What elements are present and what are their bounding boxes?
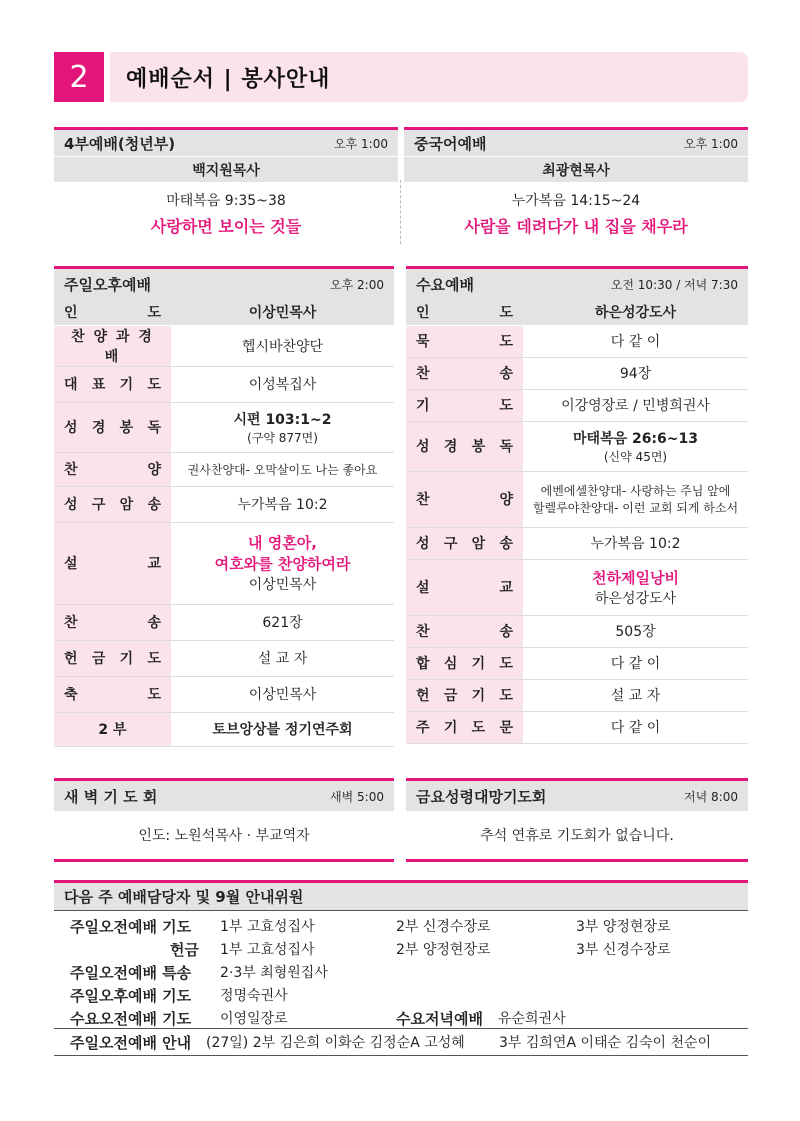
order-value: 621장 xyxy=(171,604,394,640)
order-value: 505장 xyxy=(523,615,748,647)
service4-box xyxy=(54,127,398,237)
service4-title: 4부예배(청년부) xyxy=(64,134,176,153)
order-value: 토브앙상블 정기연주회 xyxy=(171,712,394,746)
table-row xyxy=(54,712,394,746)
chinese-sermon: 사람을 데려다가 내 집을 채우라 xyxy=(464,217,688,236)
order-value: 이성복집사 xyxy=(171,366,394,402)
table-row: 성 경 봉 독 시편 103:1~2 (구약 877면) xyxy=(54,402,394,452)
table-row: 대 표 기 도 이성복집사 xyxy=(54,366,394,402)
wednesday-box xyxy=(406,266,748,744)
dawn-title: 새 벽 기 도 회 xyxy=(64,787,158,806)
table-row: 인 도 하은성강도사 xyxy=(406,299,748,325)
section-number: 2 xyxy=(54,52,104,102)
wednesday-order xyxy=(406,299,748,744)
order-value: 천하제일낭비 하은성강도사 xyxy=(523,559,748,615)
next-week-row: 주일오전예배 안내 (27일) 2부 김은희 이화순 김정순A 고성혜 3부 김희연A 이태순 김숙이 천순이 xyxy=(70,1034,712,1052)
order-value: 에벤에셀찬양대- 사랑하는 주님 앞에 할렐루야찬양대- 이런 교회 되게 하소서 xyxy=(523,471,748,527)
dawn-box xyxy=(54,778,394,862)
order-value: 94장 xyxy=(523,357,748,389)
friday-time: 저녁 8:00 xyxy=(684,789,738,804)
section-header xyxy=(54,52,748,102)
friday-title: 금요성령대망기도회 xyxy=(416,787,547,806)
section-title: 예배순서 | 봉사안내 xyxy=(110,52,748,102)
table-row: 묵 도 다 같 이 xyxy=(406,325,748,357)
chinese-box xyxy=(404,127,748,237)
next-week-row: 헌금 1부 고효성집사 2부 양정현장로 3부 신경수장로 xyxy=(170,941,671,959)
table-row: 설 교 천하제일낭비 하은성강도사 xyxy=(406,559,748,615)
order-value: 이강영장로 / 민병희권사 xyxy=(523,389,748,421)
service4-sermon: 사랑하면 보이는 것들 xyxy=(150,217,302,236)
order-value: 권사찬양대- 오막살이도 나는 좋아요 xyxy=(171,452,394,486)
service4-preacher: 백지원목사 xyxy=(54,156,398,182)
service4-passage: 마태복음 9:35~38 xyxy=(166,193,286,209)
table-row: 주 기 도 문 다 같 이 xyxy=(406,711,748,743)
friday-text: 추석 연휴로 기도회가 없습니다. xyxy=(480,828,674,844)
wednesday-title: 수요예배 xyxy=(416,275,474,294)
table-row: 헌 금 기 도 설 교 자 xyxy=(406,679,748,711)
table-row: 성 경 봉 독 마태복음 26:6~13 (신약 45면) xyxy=(406,421,748,471)
order-value: 설 교 자 xyxy=(523,679,748,711)
chinese-passage: 누가복음 14:15~24 xyxy=(511,193,641,209)
table-row: 찬 송 94장 xyxy=(406,357,748,389)
order-value: 내 영혼아, 여호와를 찬양하여라 이상민목사 xyxy=(171,522,394,604)
order-value: 누가복음 10:2 xyxy=(523,527,748,559)
table-row: 축 도 이상민목사 xyxy=(54,676,394,712)
order-value: 헵시바찬양단 xyxy=(171,325,394,366)
table-row: 찬 양 권사찬양대- 오막살이도 나는 좋아요 xyxy=(54,452,394,486)
next-week-title: 다음 주 예배담당자 및 9월 안내위원 xyxy=(54,883,748,911)
order-value: 다 같 이 xyxy=(523,711,748,743)
table-row: 찬 송 621장 xyxy=(54,604,394,640)
dawn-time: 새벽 5:00 xyxy=(330,789,384,804)
sunday-pm-title: 주일오후예배 xyxy=(64,275,151,294)
chinese-preacher: 최광현목사 xyxy=(404,156,748,182)
table-row: 인 도 이상민목사 xyxy=(54,299,394,325)
table-row: 성 구 암 송 누가복음 10:2 xyxy=(54,486,394,522)
order-value: 다 같 이 xyxy=(523,647,748,679)
table-row: 헌 금 기 도 설 교 자 xyxy=(54,640,394,676)
next-week-row: 주일오전예배 기도 1부 고효성집사 2부 신경수장로 3부 양정현장로 xyxy=(70,918,671,936)
wednesday-time: 오전 10:30 / 저녁 7:30 xyxy=(610,277,738,292)
friday-box xyxy=(406,778,748,862)
sunday-pm-time: 오후 2:00 xyxy=(330,277,384,292)
table-row: 기 도 이강영장로 / 민병희권사 xyxy=(406,389,748,421)
table-row: 찬 송 505장 xyxy=(406,615,748,647)
divider xyxy=(400,180,401,244)
next-week-row: 주일오후예배 기도 정명숙권사 xyxy=(70,987,288,1005)
order-label: 2 부 xyxy=(54,712,171,746)
order-value: 설 교 자 xyxy=(171,640,394,676)
table-row: 합 심 기 도 다 같 이 xyxy=(406,647,748,679)
order-value: 누가복음 10:2 xyxy=(171,486,394,522)
dawn-text: 인도: 노원석목사 · 부교역자 xyxy=(138,828,310,844)
order-value: 이상민목사 xyxy=(171,299,394,325)
table-row: 성 구 암 송 누가복음 10:2 xyxy=(406,527,748,559)
table-row: 찬 양 에벤에셀찬양대- 사랑하는 주님 앞에 할렐루야찬양대- 이런 교회 되게 하소서 xyxy=(406,471,748,527)
sunday-pm-order xyxy=(54,299,394,747)
next-week-row: 수요오전예배 기도 이영일장로 수요저녁예배 유순희권사 xyxy=(70,1010,566,1028)
chinese-time: 오후 1:00 xyxy=(684,136,738,151)
order-value: 다 같 이 xyxy=(523,325,748,357)
next-week-box xyxy=(54,880,748,1056)
order-value: 이상민목사 xyxy=(171,676,394,712)
next-week-row: 주일오전예배 특송 2·3부 최형원집사 xyxy=(70,964,328,982)
order-label: 찬 양 과 경 배 xyxy=(54,325,171,366)
order-value: 마태복음 26:6~13 (신약 45면) xyxy=(523,421,748,471)
chinese-title: 중국어예배 xyxy=(414,134,487,153)
sunday-pm-box xyxy=(54,266,394,747)
table-row: 설 교 내 영혼아, 여호와를 찬양하여라 이상민목사 xyxy=(54,522,394,604)
order-value: 시편 103:1~2 (구약 877면) xyxy=(171,402,394,452)
service4-time: 오후 1:00 xyxy=(334,136,388,151)
order-value: 하은성강도사 xyxy=(523,299,748,325)
table-row xyxy=(54,325,394,366)
